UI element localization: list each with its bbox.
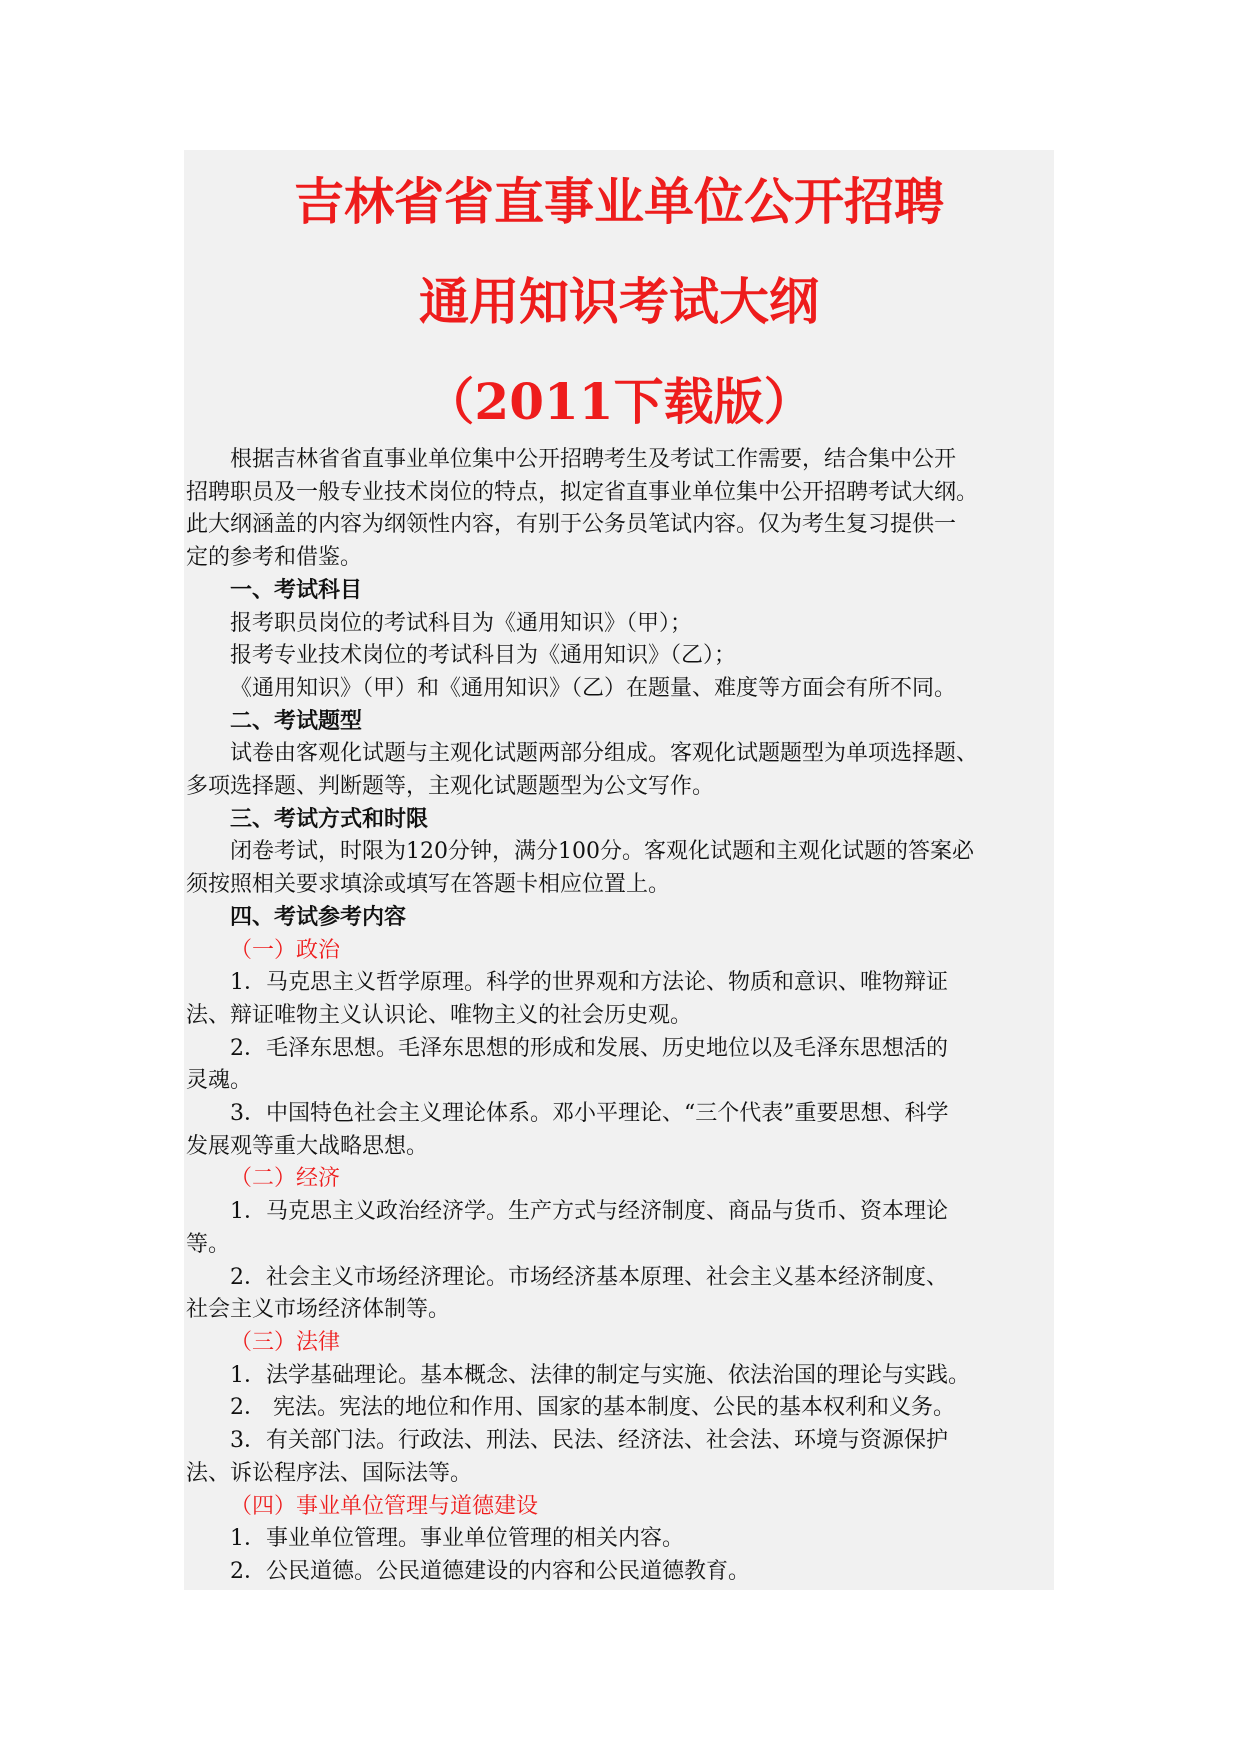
subsection-heading: （一）政治 bbox=[230, 937, 341, 963]
paragraph-line: 社会主义市场经济体制等。 bbox=[186, 1297, 451, 1323]
paragraph-line: 1．事业单位管理。事业单位管理的相关内容。 bbox=[230, 1526, 684, 1552]
section-heading: 二、考试题型 bbox=[230, 708, 363, 734]
paragraph-line: 3．中国特色社会主义理论体系。邓小平理论、“三个代表”重要思想、科学 bbox=[230, 1101, 949, 1127]
paragraph-line: 发展观等重大战略思想。 bbox=[186, 1133, 429, 1159]
paragraph-line: 《通用知识》（甲）和《通用知识》（乙）在题量、难度等方面会有所不同。 bbox=[230, 675, 957, 701]
title-line-3: （2011下载版） bbox=[424, 372, 814, 431]
paragraph-line: 2．公民道德。公民道德建设的内容和公民道德教育。 bbox=[230, 1558, 750, 1584]
paragraph-line: 1．马克思主义哲学原理。科学的世界观和方法论、物质和意识、唯物辩证 bbox=[230, 970, 948, 996]
section-heading: 三、考试方式和时限 bbox=[230, 806, 429, 832]
paragraph-line: 1．马克思主义政治经济学。生产方式与经济制度、商品与货币、资本理论 bbox=[230, 1199, 948, 1225]
paragraph-line: 法、诉讼程序法、国际法等。 bbox=[186, 1460, 473, 1486]
paragraph-line: 试卷由客观化试题与主观化试题两部分组成。客观化试题题型为单项选择题、 bbox=[230, 741, 979, 767]
title-line-2: 通用知识考试大纲 bbox=[419, 273, 819, 331]
paragraph-line: 定的参考和借鉴。 bbox=[186, 545, 363, 571]
paragraph-line: 1．法学基础理论。基本概念、法律的制定与实施、依法治国的理论与实践。 bbox=[230, 1362, 970, 1388]
paragraph-line: 2．毛泽东思想。毛泽东思想的形成和发展、历史地位以及毛泽东思想活的 bbox=[230, 1035, 948, 1061]
paragraph-line: 2．社会主义市场经济理论。市场经济基本原理、社会主义基本经济制度、 bbox=[230, 1264, 948, 1290]
paragraph-line: 报考职员岗位的考试科目为《通用知识》（甲）； bbox=[230, 610, 693, 636]
paragraph-line: 须按照相关要求填涂或填写在答题卡相应位置上。 bbox=[186, 872, 671, 898]
paragraph-line: 法、辩证唯物主义认识论、唯物主义的社会历史观。 bbox=[186, 1002, 693, 1028]
paragraph-line: 招聘职员及一般专业技术岗位的特点，拟定省直事业单位集中公开招聘考试大纲。 bbox=[186, 479, 979, 505]
paragraph-line: 3．有关部门法。行政法、刑法、民法、经济法、社会法、环境与资源保护 bbox=[230, 1428, 948, 1454]
document-page bbox=[184, 150, 1054, 1590]
section-heading: 一、考试科目 bbox=[230, 577, 363, 603]
subsection-heading: （二）经济 bbox=[230, 1166, 341, 1192]
paragraph-line: 2． 宪法。宪法的地位和作用、国家的基本制度、公民的基本权利和义务。 bbox=[230, 1395, 955, 1421]
paragraph-line: 等。 bbox=[186, 1231, 231, 1257]
subsection-heading: （三）法律 bbox=[230, 1329, 341, 1355]
paragraph-line: 根据吉林省省直事业单位集中公开招聘考生及考试工作需要，结合集中公开 bbox=[230, 447, 957, 472]
section-heading: 四、考试参考内容 bbox=[230, 904, 407, 930]
paragraph-line: 闭卷考试，时限为120分钟，满分100分。客观化试题和主观化试题的答案必 bbox=[230, 839, 974, 865]
document-body bbox=[186, 444, 1066, 1589]
paragraph-line: 此大纲涵盖的内容为纲领性内容，有别于公务员笔试内容。仅为考生复习提供一 bbox=[186, 512, 957, 538]
title-line-1: 吉林省省直事业单位公开招聘 bbox=[294, 173, 944, 231]
paragraph-line: 灵魂。 bbox=[186, 1068, 253, 1094]
subsection-heading: （四）事业单位管理与道德建设 bbox=[230, 1493, 539, 1519]
paragraph-line: 多项选择题、判断题等，主观化试题题型为公文写作。 bbox=[186, 774, 715, 800]
paragraph-line: 报考专业技术岗位的考试科目为《通用知识》（乙）； bbox=[230, 643, 737, 669]
